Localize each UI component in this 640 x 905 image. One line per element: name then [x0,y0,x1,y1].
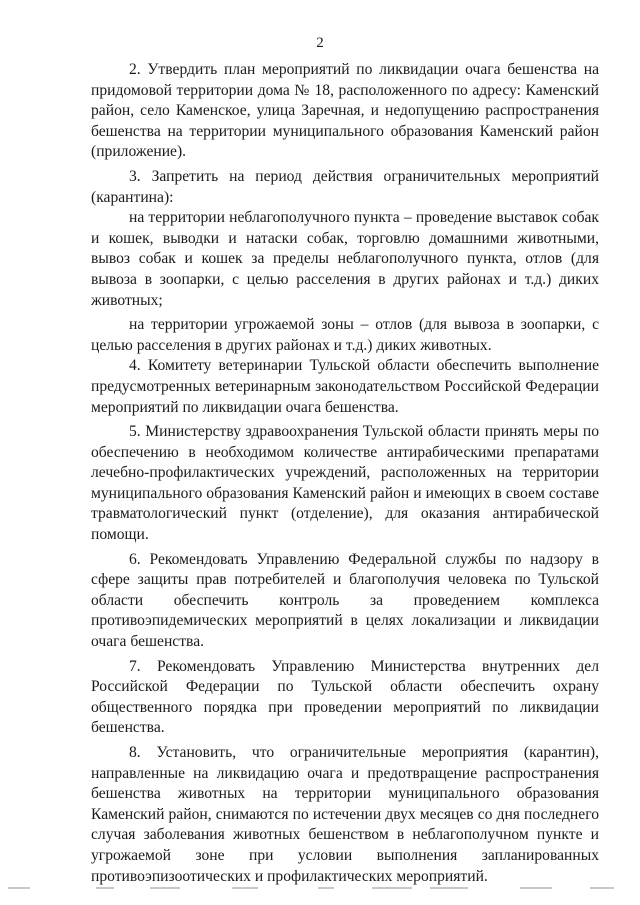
paragraph-item-3: 3. Запретить на период действия ограничительных мероприятий (карантина): [91,167,599,206]
paragraph-item-5: 5. Министерству здравоохранения Тульской области принять меры по обеспечению в необходимом количестве антирабическими препаратами лечебно-профилактических учреждений, расположенных на территории муниципального образования Каменский район и имеющих в своем составе травматологический пункт (отделение), для оказания антирабической помощи. [91,423,599,544]
paragraph-item-6: 6. Рекомендовать Управлению Федеральной службы по надзору в сфере защиты прав потребителей и благополучия человека по Тульской области обеспечить контроль за проведением комплекса противоэпидемических мероприятий в целях локализации и ликвидации очага бешенства. [91,550,599,651]
page-number: 2 [316,35,324,51]
document-body [91,60,599,887]
scan-artifact-strip [0,884,640,894]
paragraph-item-8: 8. Установить, что ограничительные мероприятия (карантин), направленные на ликвидацию очага и предотвращение распространения бешенства животных на территории муниципального образования Каменский район, снимаются по истечении двух месяцев со дня последнего случая заболевания животных бешенством в неблагополучном пункте и угрожаемой зоне при условии выполнения запланированных противоэпизоотических и профилактических мероприятий. [91,744,599,885]
paragraph-item-3-subitem-2: на территории угрожаемой зоны – отлов (для вывоза в зоопарки, с целью расселения в других районах и т.д.) диких животных. [91,316,599,354]
paragraph-item-4: 4. Комитету ветеринарии Тульской области обеспечить выполнение предусмотренных ветеринарным законодательством Российской Федерации мероприятий по ликвидации очага бешенства. [91,357,599,416]
paragraph-item-3-subitem-1: на территории неблагополучного пункта – проведение выставок собак и кошек, выводки и натаски собак, торговлю домашними животными, вывоз собак и кошек за пределы неблагополучного пункта, отлов (для вывоза в зоопарки, с целью расселения в других районах и т.д.) диких животных; [91,209,599,309]
paragraph-item-2: 2. Утвердить план мероприятий по ликвидации очага бешенства на придомовой территории дома № 18, расположенного по адресу: Каменский район, село Каменское, улица Заречная, и недопущению распространения бешенства на территории муниципального образования Каменский район (приложение). [91,61,599,161]
paragraph-item-7: 7. Рекомендовать Управлению Министерства внутренних дел Российской Федерации по Тульской области обеспечить охрану общественного порядка при проведении мероприятий по ликвидации бешенства. [91,657,599,737]
